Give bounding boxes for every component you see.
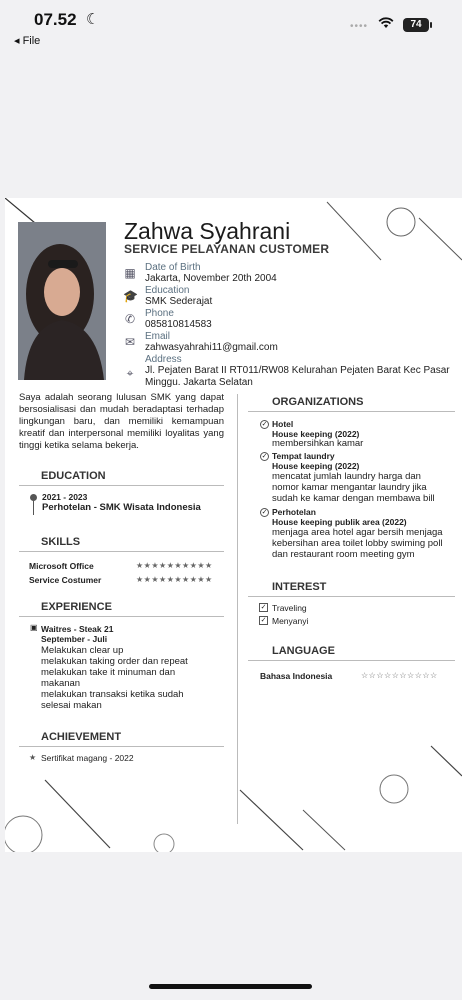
location-pin-icon: ⌖ <box>126 366 134 380</box>
education-block <box>125 285 212 308</box>
address-value: Jl. Pejaten Barat II RT011/RW08 Kelurahan Pejaten Barat Kec Pasar Minggu. Jakarta Selatan <box>145 365 450 388</box>
education-title: EDUCATION <box>41 470 106 482</box>
org-desc-line: mencatat jumlah laundry harga dan <box>272 471 421 482</box>
divider <box>248 660 455 661</box>
divider <box>248 596 455 597</box>
phone-block <box>125 308 212 331</box>
skill-label: Microsoft Office <box>29 561 94 571</box>
address-label: Address <box>145 354 182 365</box>
timeline-dot-icon <box>30 494 37 501</box>
divider <box>248 411 455 412</box>
education-years: 2021 - 2023 <box>42 492 88 502</box>
org-role: House keeping (2022) <box>272 429 360 439</box>
battery-icon: 74 <box>403 18 429 32</box>
divider <box>19 485 224 486</box>
check-circle-icon: ✓ <box>261 421 268 428</box>
language-title: LANGUAGE <box>272 645 335 657</box>
back-to-file-button[interactable]: ◂ File <box>14 35 41 47</box>
column-divider <box>237 394 238 824</box>
phone-icon: ✆ <box>124 312 136 326</box>
org-desc <box>272 527 443 560</box>
briefcase-icon: ▣ <box>30 623 38 632</box>
dob-label: Date of Birth <box>145 262 201 273</box>
organizations-title: ORGANIZATIONS <box>272 396 364 408</box>
language-label: Bahasa Indonesia <box>260 671 333 681</box>
experience-line: selesai makan <box>41 700 102 711</box>
dob-value: Jakarta, November 20th 2004 <box>145 273 277 284</box>
achievement-title: ACHIEVEMENT <box>41 731 122 743</box>
checkbox-icon: ✓ <box>260 604 267 611</box>
skill-rating-stars: ★★★★★★★★★★ <box>136 561 213 570</box>
org-name: Tempat laundry <box>272 451 335 461</box>
org-role: House keeping (2022) <box>272 461 360 471</box>
check-circle-icon: ✓ <box>261 453 268 460</box>
email-block <box>125 331 278 354</box>
email-label: Email <box>145 331 171 342</box>
experience-line: Melakukan clear up <box>41 645 124 656</box>
interest-item: Traveling <box>272 603 307 613</box>
checkbox-icon: ✓ <box>260 617 267 624</box>
org-role: House keeping publik area (2022) <box>272 517 407 527</box>
org-desc-line: nomor kamar mengantar laundry jika <box>272 482 427 493</box>
graduation-cap-icon: 🎓 <box>123 289 138 303</box>
divider <box>19 746 224 747</box>
org-desc-line: dan restaurant room meeting gym <box>272 549 415 560</box>
experience-title: EXPERIENCE <box>41 601 112 613</box>
status-time: 07.52 <box>34 10 77 29</box>
org-desc <box>272 471 435 504</box>
star-icon: ★ <box>29 753 37 762</box>
check-circle-icon: ✓ <box>261 509 268 516</box>
timeline-line <box>33 501 34 515</box>
status-bar <box>0 0 462 52</box>
experience-line: melakukan take it minuman dan <box>41 667 176 678</box>
divider <box>19 616 224 617</box>
skills-title: SKILLS <box>41 536 81 548</box>
experience-place: Waitres - Steak 21 <box>41 624 114 634</box>
org-name: Hotel <box>272 419 294 429</box>
skill-rating-stars: ★★★★★★★★★★ <box>136 575 213 584</box>
cv-document <box>5 198 462 852</box>
cv-role: SERVICE PELAYANAN CUSTOMER <box>124 242 330 256</box>
dob-block <box>125 262 277 285</box>
skill-label: Service Costumer <box>29 575 102 585</box>
profile-photo <box>18 222 106 380</box>
experience-period: September - Juli <box>41 634 108 644</box>
back-label: File <box>22 35 41 47</box>
org-desc: membersihkan kamar <box>272 438 364 449</box>
divider <box>19 551 224 552</box>
moon-icon: ☾ <box>86 11 100 28</box>
org-name: Perhotelan <box>272 507 316 517</box>
mail-icon: ✉ <box>124 335 136 349</box>
cv-name: Zahwa Syahrani <box>124 218 291 244</box>
interest-title: INTEREST <box>272 581 327 593</box>
edu-label: Education <box>145 285 190 296</box>
achievement-item: Sertifikat magang - 2022 <box>41 753 134 763</box>
calendar-icon: ▦ <box>124 266 136 280</box>
org-desc-line: menjaga area hotel agar bersih menjaga <box>272 527 443 538</box>
phone-value: 085810814583 <box>145 319 212 330</box>
wifi-icon <box>378 16 394 32</box>
org-desc-line: sudah ke kamar dengan membawa bill <box>272 493 435 504</box>
cv-summary: Saya adalah seorang lulusan SMK yang dapat bersosialisasi dan mudah beradaptasi terhadap lingkungan baru, dan memiliki kemampuan kreatif dan interpersonal memiliki loyalitas yang tinggi ketika selama bekerja. <box>19 392 224 451</box>
phone-label: Phone <box>145 308 174 319</box>
language-rating-stars: ☆☆☆☆☆☆☆☆☆☆ <box>361 671 438 680</box>
education-detail: Perhotelan - SMK Wisata Indonesia <box>42 502 201 513</box>
experience-line: makanan <box>41 678 81 689</box>
signal-icon: •••• <box>350 21 369 32</box>
experience-line: melakukan transaksi ketika sudah <box>41 689 184 700</box>
interest-item: Menyanyi <box>272 616 309 626</box>
address-block <box>125 354 455 389</box>
edu-value: SMK Sederajat <box>145 296 213 307</box>
experience-description <box>41 645 188 711</box>
org-desc-line: kebersihan area toilet lobby swiming poll <box>272 538 443 549</box>
experience-line: melakukan taking order dan repeat <box>41 656 188 667</box>
home-indicator[interactable] <box>149 984 312 989</box>
email-value: zahwasyahrahi11@gmail.com <box>145 342 278 353</box>
